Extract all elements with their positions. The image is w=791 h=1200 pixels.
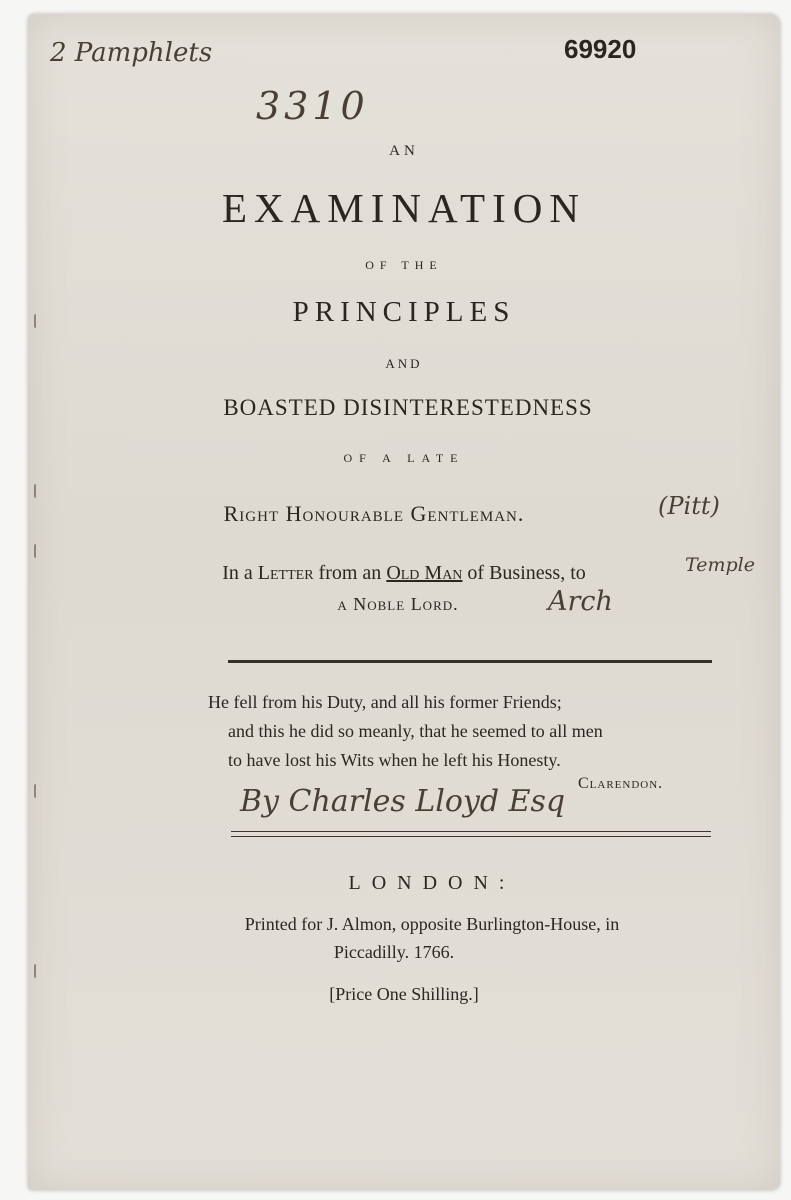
epigraph-attribution: Clarendon. <box>578 775 664 792</box>
handwritten-signature: By Charles Lloyd Esq <box>240 784 566 819</box>
double-rule <box>231 831 711 837</box>
epigraph-line: to have lost his Wits when he left his Honesty. <box>228 750 561 770</box>
epigraph-line: and this he did so meanly, that he seemed to all men <box>228 721 603 741</box>
title-boasted: BOASTED DISINTERESTEDNESS <box>223 395 593 420</box>
handwritten-arch: Arch <box>548 586 613 617</box>
price-note: [Price One Shilling.] <box>329 984 479 1004</box>
title-and: AND <box>385 356 423 371</box>
title-examination: EXAMINATION <box>222 185 586 231</box>
handwritten-temple: Temple <box>685 554 755 576</box>
divider-rule <box>228 660 712 663</box>
imprint-city: LONDON: <box>348 872 516 894</box>
subtitle-line-2: a Noble Lord. <box>337 594 459 614</box>
catalog-number: 69920 <box>564 34 637 64</box>
binding-stitch <box>34 544 42 558</box>
title-of-the: OF THE <box>365 258 443 272</box>
handwritten-pamphlets-note: 2 Pamphlets <box>50 38 213 68</box>
title-principles: PRINCIPLES <box>292 296 516 328</box>
epigraph-line: He fell from his Duty, and all his former Friends; <box>208 692 562 712</box>
binding-stitch <box>34 964 42 978</box>
handwritten-shelf-number: 3310 <box>256 84 369 128</box>
title-right-honourable: Right Honourable Gentleman. <box>223 501 525 526</box>
binding-stitch <box>34 784 42 798</box>
imprint-line-2: Piccadilly. 1766. <box>333 942 455 962</box>
handwritten-pitt: (Pitt) <box>658 492 720 520</box>
title-of-a-late: OF A LATE <box>343 451 465 465</box>
title-an: AN <box>389 143 419 159</box>
binding-stitch <box>34 484 42 498</box>
imprint-line-1: Printed for J. Almon, opposite Burlington-House, in <box>244 914 620 934</box>
subtitle-line-1: In a Letter from an Old Man of Business, to <box>222 562 586 584</box>
title-page <box>28 14 780 1190</box>
epigraph <box>206 688 746 775</box>
